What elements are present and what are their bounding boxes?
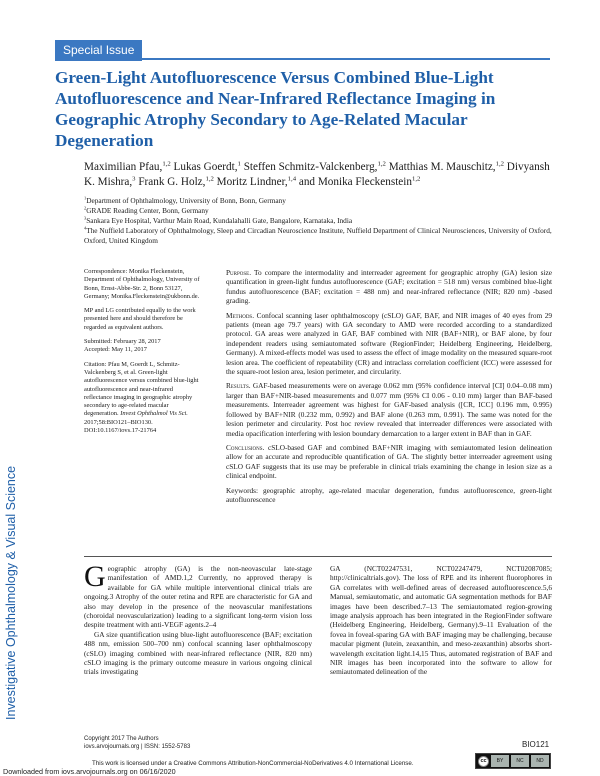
section-divider bbox=[84, 556, 552, 557]
accepted-date: Accepted: May 11, 2017 bbox=[84, 346, 147, 354]
equal-contribution-note: MP and LG contributed equally to the work presented here and should therefore be regarded as equivalent authors. bbox=[84, 307, 196, 331]
abstract bbox=[226, 268, 552, 509]
journal-side-title: Investigative Ophthalmology & Visual Science bbox=[4, 465, 18, 720]
footer-copyright: Copyright 2017 The Authors iovs.arvojournals.org | ISSN: 1552-5783 bbox=[84, 736, 191, 750]
drop-cap: G bbox=[84, 560, 106, 593]
author: and Monika Fleckenstein$^{1,2}$ bbox=[298, 174, 421, 188]
affiliation: $^1$Department of Ophthalmology, University of Bonn, Bonn, Germany bbox=[84, 195, 286, 205]
citation: Citation: Pfau M, Goerdt L, Schmitz-Valckenberg S, et al. Green-light autofluorescence versus combined blue-light autofluorescence and near-infrared reflectance imaging in geographic atrophy secondary to age-related macular degeneration. Invest Ophthalmol Vis Sci. 2017;58:BIO121–BIO130. DOI:10.1167/iovs.17-21764 bbox=[84, 360, 199, 435]
abstract-results: Results. GAF-based measurements were on average 0.062 mm (95% confidence interval [CI] 0.04–0.08 mm) larger than BAF+NIR-based measurements and 0.077 mm (95% CI 0.06 - 0.10 mm) larger than BAF-based measurements. Interreader agreement was highest for GAF-based analysis ([CR, ICC] 0.196 mm, 0.995) followed by BAF+NIR (0.232 mm, 0.992) and BAF alone (0.263 mm, 0.991). The same was noted for the lesion perimeter and circularity. Post hoc review revealed that interreader differences were associated with media opacification interfering with lesion boundary demarcation to a larger extent in BAF than in GAF. bbox=[226, 381, 553, 438]
body-column-right bbox=[330, 564, 552, 677]
nd-icon: ND bbox=[531, 755, 549, 767]
author: Moritz Lindner,$^{1,4}$ bbox=[216, 174, 297, 188]
author: Maximilian Pfau,$^{1,2}$ bbox=[84, 160, 171, 173]
affiliation: $^4$The Nuffield Laboratory of Ophthalmology, Sleep and Circadian Neuroscience Institute, Nuffield Department of Clinical Neurosciences, University of Oxford, Oxford, United Kingdom bbox=[84, 225, 552, 245]
by-icon: BY bbox=[491, 755, 509, 767]
article-notes bbox=[84, 268, 202, 441]
cc-license-badge[interactable] bbox=[475, 753, 551, 769]
body-paragraph: GA size quantification using blue-light autofluorescence (BAF; excitation 488 nm, emission 500–700 nm) confocal scanning laser ophthalmoscopy (cSLO) imaging combined with near-infrared reflectance (NIR, 820 nm) cSLO imaging is the primary outcome measure in various ongoing clinical trials investigating bbox=[84, 629, 312, 677]
abstract-keywords: Keywords: geographic atrophy, age-related macular degeneration, fundus autofluorescence, green-light autofluorescence bbox=[226, 485, 552, 504]
abstract-purpose: Purpose. To compare the intermodality and interreader agreement for geographic atrophy (GA) lesion size quantification in green-light fundus autofluorescence (GAF; excitation = 518 nm) versus combined blue-light fundus autofluorescence (BAF; excitation = 488 nm) and near-infrared reflectance (NIR; 820 nm) -based grading. bbox=[226, 268, 552, 306]
body-paragraph: GA (NCT02247531, NCT02247479, NCT02087085; http://clinicaltrials.gov). The loss of RPE and its inherent fluorophores in GA correlates with well-defined areas of decreased autofluorescence.5,6 Manual, semiautomatic, and automatic GA segmentation methods for BAF images have been described.7–13 The semiautomated region-growing image analysis approach has been integrated in the RegionFinder software (Heidelberg Engineering, Heidelberg, Germany).9–11 Evaluation of the fovea in foveal-sparing GA with BAF imaging may be challenging, because macular pigment (lutein, zeaxanthin, and meso-zeaxanthin) absorbs short-wavelength excitation light.14,15 Thus, automated registration of BAF and NIR images has been incorporated into the software to allow for semiautomated delineation of the bbox=[330, 564, 552, 677]
body-column-left bbox=[84, 560, 312, 677]
article-title: Green-Light Autofluorescence Versus Combined Blue-Light Autofluorescence and Near-Infrared Reflectance Imaging in Geographic Atrophy Secondary to Age-Related Macular Degeneration bbox=[55, 68, 496, 150]
journal-sidebar bbox=[0, 0, 26, 776]
license-text[interactable]: This work is licensed under a Creative Commons Attribution-NonCommercial-NoDerivatives 4.0 International License. bbox=[92, 760, 414, 767]
download-stamp: Downloaded from iovs.arvojournals.org on 06/16/2020 bbox=[3, 767, 176, 776]
page-number: BIO121 bbox=[522, 740, 550, 749]
abstract-methods: Methods. Confocal scanning laser ophthalmoscopy (cSLO) GAF, BAF, and NIR images of 40 eyes from 29 patients (mean age 79.7 years) with GA secondary to AMD were recorded according to a standardized protocol. GA areas were analyzed in GAF, BAF combined with NIR (BAF+NIR), or BAF alone, by four independent readers using semiautomated software (RegionFinder; Heidelberg Engineering, Heidelberg, Germany). A mixed-effects model was used to assess the effect of image modality on the measured square-root lesion area. The coefficient of repeatability (CR) and intraclass correlation coefficient (ICC) were assessed for the square-root lesion area, lesion perimeter, and circularity. bbox=[226, 310, 553, 377]
special-issue-badge: Special Issue bbox=[55, 40, 142, 61]
submitted-date: Submitted: February 28, 2017 bbox=[84, 338, 161, 346]
abstract-conclusions: Conclusions. cSLO-based GAF and combined BAF+NIR imaging with semiautomated lesion delineation allow for an accurate and reproducible quantification of GA. The slightly better interreader agreement using cSLO GAF suggests that its use may be preferable in clinical trials examining the change in lesion size as a clinical endpoint. bbox=[226, 442, 552, 481]
author: Frank G. Holz,$^{1,2}$ bbox=[138, 174, 214, 188]
intro-paragraph: Geographic atrophy (GA) is the non-neovascular late-stage manifestation of AMD.1,2 Currently, no approved therapy is available for GA while multiple interventional clinical trials are ongoing.3 Atrophy of the outer retina and RPE are characteristic for GA and also may develop in the presence of the neovascular manifestations (choroidal neovascularization) leading to a significant long-term vision loss despite treatment with anti-VEGF agents.2–4 bbox=[84, 560, 312, 630]
affiliations bbox=[84, 196, 554, 246]
affiliation: $^3$Sankara Eye Hospital, Varthur Main Road, Kundalahalli Gate, Bangalore, Karnataka, India bbox=[84, 215, 353, 225]
author: Lukas Goerdt,$^1$ bbox=[173, 160, 241, 173]
affiliation: $^2$GRADE Reading Center, Bonn, Germany bbox=[84, 205, 209, 215]
author-list bbox=[84, 160, 554, 189]
badge-rule bbox=[55, 58, 550, 60]
author: Steffen Schmitz-Valckenberg,$^{1,2}$ bbox=[243, 160, 386, 173]
author: Divyansh K. Mishra,$^3$ bbox=[84, 161, 550, 188]
author: Matthias M. Mauschitz,$^{1,2}$ bbox=[388, 160, 504, 173]
correspondence: Correspondence: Monika Fleckenstein, Department of Ophthalmology, University of Bonn, Ernst-Abbe-Str. 2, Bonn 53127, Germany; Monika.Fleckenstein@ukbonn.de. bbox=[84, 268, 200, 300]
nc-icon: NC bbox=[511, 755, 529, 767]
cc-icon: cc bbox=[478, 756, 489, 767]
